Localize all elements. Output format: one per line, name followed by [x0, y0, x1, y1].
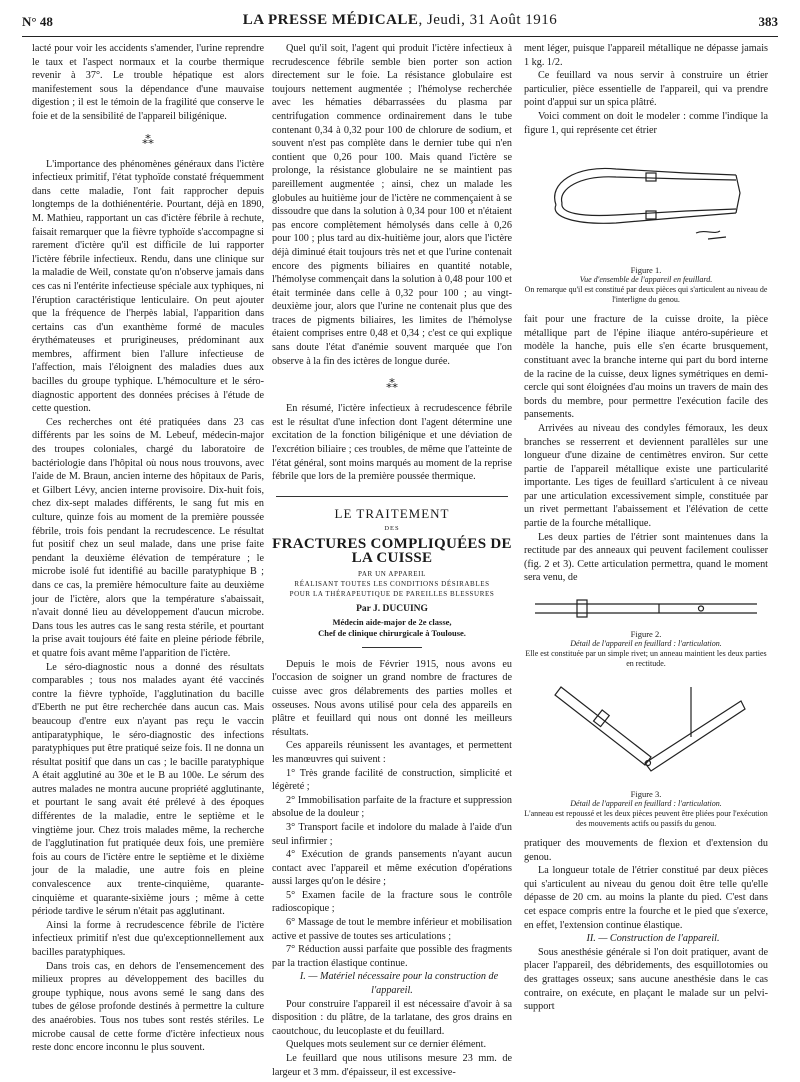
- paragraph: Voici comment on doit le modeler : comme l'indique la figure 1, qui représente cet étrier: [524, 110, 768, 136]
- author-affiliation-1: Médecin aide-major de 2e classe,: [332, 616, 452, 627]
- paragraph: Pour construire l'appareil il est nécessaire d'avoir à sa disposition : du plâtre, de la tarlatane, des gros drains en caoutchouc, du leucoplaste et du feuillard.: [272, 998, 512, 1037]
- paragraph: lacté pour voir les accidents s'amender, l'urine reprendre le taux et l'aspect normaux et la courbe thermique revenir à 37°. Le trouble hépatique est alors manifestement sous la dépendance d'une mauvaise digestion ; il est le témoin de la fragilité que conserve le foie et de la sensibilité de l'appareil biligénique.: [32, 43, 264, 122]
- article-title-rule: [362, 647, 422, 648]
- figure-label: Figure 3.: [630, 789, 662, 800]
- article-heading: [272, 507, 512, 648]
- article-author: Par J. DUCUING: [356, 604, 428, 615]
- figure-description: On remarque qu'il est constitué par deux pièces qui s'articulent au niveau de l'interligne du genou.: [524, 285, 768, 305]
- figure-1-drawing: [536, 143, 756, 263]
- paragraph: Le feuillard que nous utilisons mesure 23 mm. de largeur et 3 mm. d'épaisseur, il est excessive-: [272, 1053, 512, 1078]
- column-3: [524, 42, 768, 1014]
- paragraph: Quelques mots seulement sur ce dernier élément.: [286, 1039, 487, 1051]
- list-item: 6° Massage de tout le membre inférieur et mobilisation active et passive de toutes ses articulations ;: [272, 917, 512, 942]
- column-2: [272, 42, 512, 1079]
- figure-1-caption: [524, 265, 768, 305]
- list-item: 5° Examen facile de la fracture sous le contrôle radioscopique ;: [272, 889, 512, 915]
- article-subtitle-3: POUR LA THÉRAPEUTIQUE DE PAREILLES BLESSURES: [289, 590, 495, 599]
- figure-2-caption: [524, 629, 768, 669]
- paragraph: ment léger, puisque l'appareil métallique ne dépasse jamais 1 kg. 1/2.: [524, 43, 768, 68]
- figure-title: Détail de l'appareil en feuillard : l'articulation.: [570, 639, 722, 649]
- list-item: 7° Réduction aussi parfaite que possible des fragments par la traction élastique continue.: [272, 944, 512, 969]
- paragraph: Le séro-diagnostic nous a donné des résultats comparables ; tous nos malades ayant été vaccinés contre la fièvre typhoïde, l'agglutination du bacille d'Eberth ne put être recherchée dans aucun cas. Mais beaucoup d'entre eux n'ayant pas reçu le vaccin antiparatyphique, le séro-diagnostic des infections paratyphiques put être pratiqué seize fois. Il ne donna un résultat positif que dans un cas ; le bacille paratyphique A était agglutiné au 30e et le B au 100e. Le sérum des autres malades ne montra aucune propriété agglutinante, et pourtant le sang avait été prélevé à des époques différentes de la maladie, entre le septième et le vingtième jour. Chez trois malades même, la recherche de l'agglutination fut pratiquée deux fois, une première fois au cours de l'ictère entre le septième et le dixième jour de la maladie, une autre fois en pleine convalescence aux trente-cinquième, quarante-cinquième et quarante-sixième jours ; même à cette période tardive le sérum n'était pas agglutinant.: [32, 661, 264, 918]
- paragraph: Ces appareils réunissent les avantages, et permettent les manœuvres qui suivent :: [272, 740, 512, 765]
- issue-number: N° 48: [22, 14, 53, 29]
- figure-description: Elle est constituée par un simple rivet; un anneau maintient les deux parties en rectitude.: [525, 649, 767, 669]
- article-subtitle-2: RÉALISANT TOUTES LES CONDITIONS DÉSIRABLES: [294, 580, 490, 589]
- paragraph: En résumé, l'ictère infectieux à recrudescence fébrile est le résultat d'une infection dont l'agent détermine une excitation de la fonction biligénique et une déviation de l'excrétion biliaire ; ces troubles, de même que l'atteinte de l'état général, sont moins marqués au moment de la reprise fébrile que lors de la première poussée thermique.: [272, 403, 512, 483]
- paragraph: L'importance des phénomènes généraux dans l'ictère infectieux primitif, l'état typhoïde constaté fréquemment dans cette maladie, l'ont fait rapprocher depuis longtemps de la dothiénentérie. Pourtant, déjà en 1890, M. Mathieu, rapportant un cas d'ictère fébrile à rechute, faisait remarquer que la fièvre typhoïde s'accompagne si rarement d'ictère qu'il est difficile de lui rapporter l'ictère fébrile infectieux. Rendu, dans une clinique sur la maladie de Weil, constate qu'on n'observe jamais dans ces cas ni l'entérite infectieuse spéciale aux typhiques, ni l'éruption caractéristique lenticulaire. On peut ajouter que la fréquence de l'herpès labial, l'apparition dans certains cas d'un exanthème formé de macules érythémateuses et prurigineuses, prédominant aux membres, affirment bien l'allure infectieuse de l'affection, mais l'éloignent des maladies dues aux bacilles du groupe typhique. L'hémoculture et le séro-diagnostic apportent des données précises à l'étude de cette question.: [32, 158, 264, 415]
- section-asterism: ⁂: [386, 377, 398, 392]
- journal-title: [22, 12, 778, 29]
- paragraph: Sous anesthésie générale si l'on doit pratiquer, avant de placer l'appareil, des débridements, des esquillotomies ou des grattages osseux; sans aucune anesthésie dans le cas contraire, on exécute, en plaçant le malade sur un pelvi-support: [524, 946, 768, 1013]
- list-item: 3° Transport facile et indolore du malade à l'aide d'un seul infirmier ;: [272, 821, 512, 847]
- issue-date: , Jeudi, 31 Août 1916: [418, 12, 558, 28]
- figure-3-caption: [524, 789, 768, 829]
- figure-description: L'anneau est repoussé et les deux pièces peuvent être pliées pour l'exécution des mouvements actifs ou passifs du genou.: [524, 809, 768, 829]
- list-item: 1° Très grande facilité de construction, simplicité et légèreté ;: [272, 767, 512, 793]
- figure-1: [524, 143, 768, 305]
- paragraph: La longueur totale de l'étrier constitué par deux pièces qui s'articulent au niveau du genou doit être telle qu'elle dépasse de 20 cm. au moins la plante du pied. C'est dans cet espace compris entre la fourche et le pied que s'exerce, en effet, l'extension continue élastique.: [524, 865, 768, 931]
- paragraph: Ces recherches ont été pratiquées dans 23 cas différents par les soins de M. Lebeuf, médecin-major des troupes coloniales, chargé du laboratoire de bactériologie dans l'hôpital où nous nous trouvons, avec l'aide de M. Braun, ancien interne des hôpitaux de Paris, et Gilbert Lévy, ancien interne provisoire. Dix-huit fois, chez dix-sept malades différents, le sang fut mis en culture, quinze fois au moment de la première poussée fébrile, trois fois pendant la recrudescence. Le résultat fut positif chez un seul malade, dans une prise faite pendant la deuxième élévation de température ; le microbe isolé fut identifié au bacille paratyphique B ; dans ce cas, la première hémoculture faite au deuxième jour de l'ictère, alors que la température s'abaissait, n'avait donné lieu au développement d'aucun microbe. Dans tous les autres cas le sang resta stérile, et pourtant la prise avait toujours été faite en pleine période fébrile, et quatre fois avant même l'apparition de l'ictère.: [32, 416, 264, 659]
- page-header: [22, 8, 778, 34]
- figure-label: Figure 2.: [630, 629, 662, 640]
- article-subtitle-1: PAR UN APPAREIL: [357, 570, 426, 579]
- paragraph: Ce feuillard va nous servir à construire un étrier particulier, pièce essentielle de l'appareil, qui va prendre point d'appui sur un spica plâtré.: [524, 70, 768, 109]
- paragraph: Quel qu'il soit, l'agent qui produit l'ictère infectieux à recrudescence fébrile semble bien porter son action directement sur le foie. La résistance globulaire est toujours nettement augmentée ; l'hémolyse recherchée avec les hématies débarrassées du plasma par centrifugation commence ordinairement dans le tube contenant 0,34 à 0,32 pour 100 de chlorure de sodium, et souvent n'est pas complète dans le dernier tube qui n'en contient que 0,26 pour 100. Mais quand l'ictère se prolonge, la résistance globulaire ne se maintient pas pareillement augmentée ; ainsi, chez un malade les globules au huitième jour de l'ictère ne commençaient à se dissoudre que dans la solution à 0,34 pour 100 et n'étaient pas encore complètement hémolysés dans celle à 0,26 pour 100 ; plus tard au dix-huitième jour, alors que l'ictère déjà diminué était toujours très net et que l'urine contenait encore des pigments biliaires en quantité notable, l'hémolyse commençait dans la solution à 0,48 pour 100 et était terminée dans celle à 0,32 pour 100 ; au vingt-deuxième jour, alors que l'urine ne contenait plus que des traces de pigments biliaires, les limites de l'hémolyse étaient comprises entre 0,48 et 0,34 ; c'est ce qui explique sans doute l'état d'anémie souvent marquée que l'on observe à la fin des ictères de longue durée.: [272, 43, 512, 367]
- list-item: 4° Exécution de grands pansements n'ayant aucun contact avec l'appareil et même exécution d'opérations aussi larges qu'on le désire ;: [272, 849, 512, 888]
- article-title-main: FRACTURES COMPLIQUÉES DE LA CUISSE: [272, 536, 512, 566]
- paragraph: Dans trois cas, en dehors de l'ensemencement des milieux propres au développement des bacilles du groupe typhique, nous avons semé le sang dans des tubes de gélose profonde destinés à permettre la culture des anaérobies. Tous nos tubes sont restés stériles. Le microbe causal de cette forme d'ictère infectieux nous reste donc encore inconnu le plus souvent.: [32, 960, 264, 1054]
- section-heading: II. — Construction de l'appareil.: [586, 933, 720, 945]
- article-separator: [276, 496, 508, 497]
- list-item: 2° Immobilisation parfaite de la fracture et suppression absolue de la douleur ;: [272, 794, 512, 820]
- paragraph: Arrivées au niveau des condyles fémoraux, les deux branches se resserrent et deviennent parallèles sur une longueur d'une dizaine de centimètres environ. Sur cette partie de l'appareil métallique existe une particularité importante. Les tiges de feuillard s'articulent à ce niveau par une articulation excessivement simple, constituée par un rivet permettant l'abaissement et l'élévation de cette partie de la fourche métallique.: [524, 422, 768, 530]
- paragraph: Ainsi la forme à recrudescence fébrile de l'ictère infectieux primitif n'est due qu'exceptionnellement aux bacilles paratyphiques.: [32, 919, 264, 958]
- paragraph: Les deux parties de l'étrier sont maintenues dans la rectitude par des anneaux qui peuvent facilement coulisser (fig. 2 et 3). Cette articulation permettra, quand le moment sera venu, de: [524, 531, 768, 584]
- article-title-line1: LE TRAITEMENT: [334, 505, 450, 521]
- paragraph: pratiquer des mouvements de flexion et d'extension du genou.: [524, 838, 768, 863]
- section-heading: I. — Matériel nécessaire pour la construction de l'appareil.: [299, 971, 499, 997]
- figure-3: [524, 677, 768, 829]
- paragraph: Depuis le mois de Février 1915, nous avons eu l'occasion de soigner un grand nombre de fractures de cuisse avec gros délabrements des parties molles et osseuses. Nous avons utilisé pour cela des appareils en plâtre et feuillard qui nous ont donné les meilleurs résultats.: [272, 658, 512, 738]
- header-rule: [22, 36, 778, 37]
- figure-title: Vue d'ensemble de l'appareil en feuillard.: [579, 275, 713, 285]
- author-affiliation-2: Chef de clinique chirurgicale à Toulouse.: [318, 627, 466, 638]
- figure-title: Détail de l'appareil en feuillard : l'articulation.: [570, 799, 722, 809]
- paragraph: fait pour une fracture de la cuisse droite, la pièce métallique part de l'épine iliaque antéro-supérieure et modèle la hanche, puis elle s'en écarte brusquement, constituant avec la branche interne qui part du bord interne de la racine de la cuisse, deux lignes symétriques en demi-cercle qui sont éloignées d'au moins un travers de main des bords du membre, pour permettre l'exécution facile des pansements.: [524, 314, 768, 421]
- figure-2-drawing: [531, 591, 761, 627]
- figure-2: [524, 591, 768, 669]
- section-asterism: ⁂: [142, 132, 154, 147]
- journal-name: LA PRESSE MÉDICALE: [242, 12, 419, 28]
- figure-label: Figure 1.: [630, 265, 662, 276]
- column-1: [32, 42, 264, 1055]
- page-number: 383: [758, 14, 778, 29]
- article-title-des: DES: [384, 525, 400, 533]
- figure-3-drawing: [541, 677, 751, 787]
